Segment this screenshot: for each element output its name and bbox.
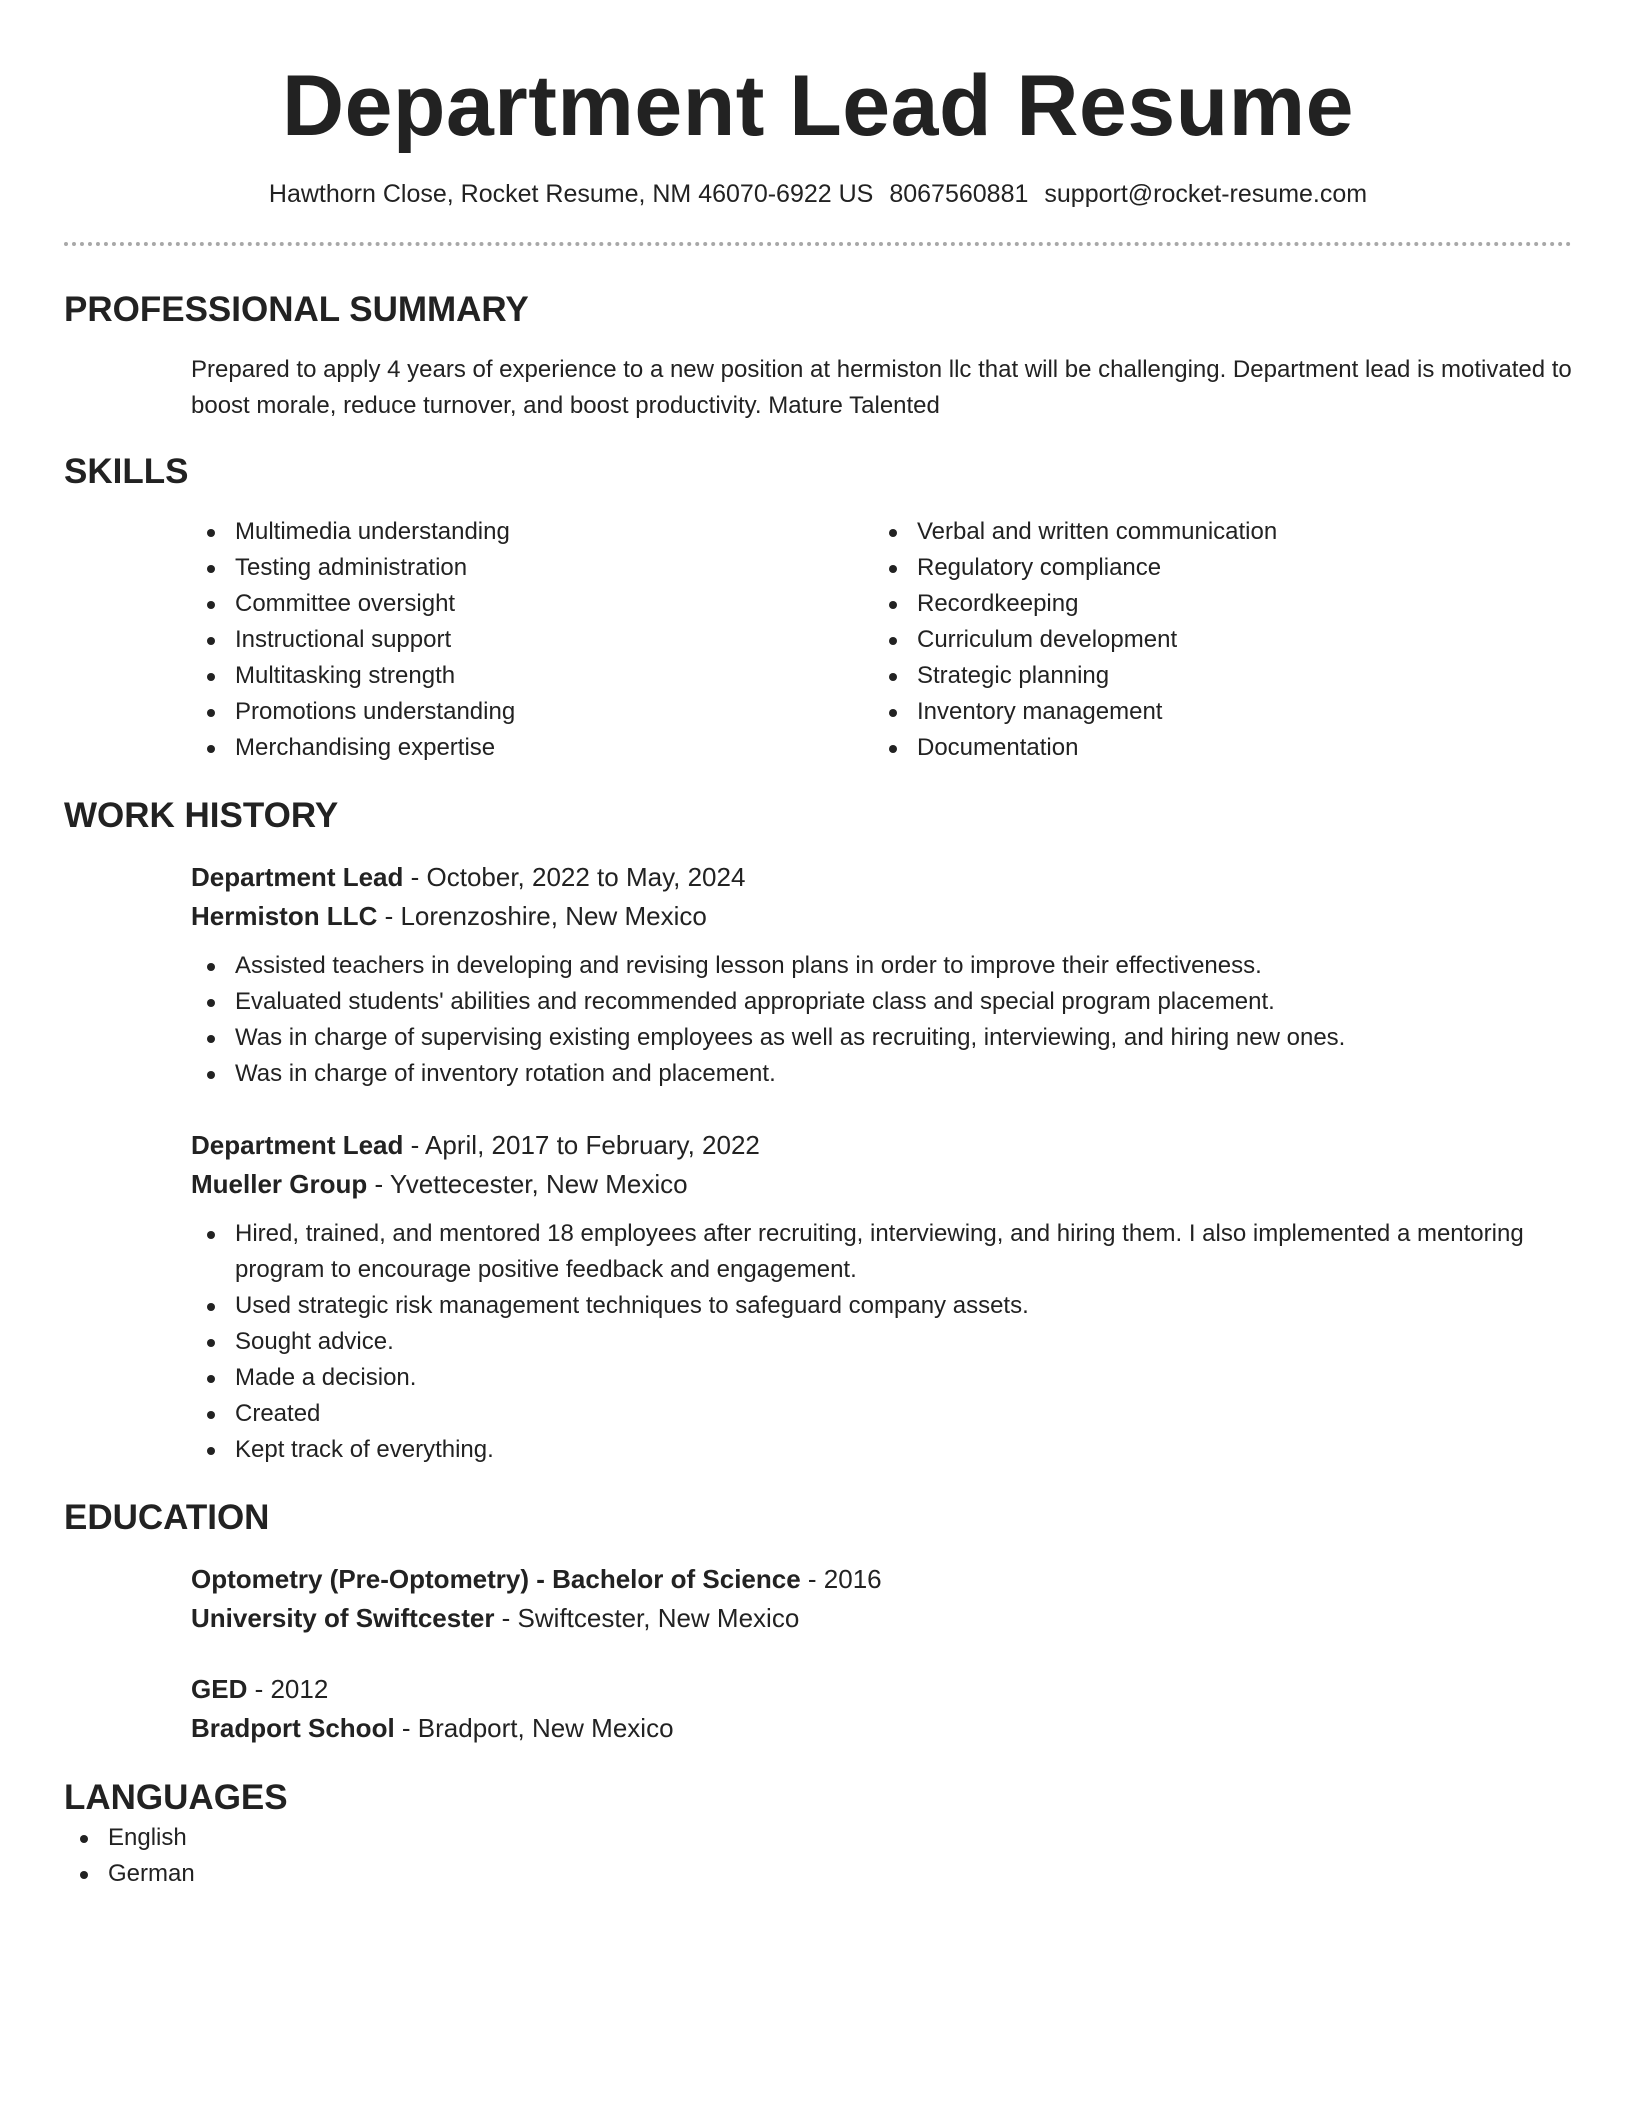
job-title: Department Lead <box>191 1130 404 1160</box>
skills-list-right <box>873 514 1555 766</box>
job-duties-list <box>191 948 1572 1092</box>
job-company: Hermiston LLC <box>191 901 378 931</box>
job-entry <box>191 858 1572 1092</box>
job-title-line <box>191 858 1572 897</box>
header-divider <box>64 242 1572 246</box>
education-entry <box>191 1560 1572 1638</box>
job-duties-list <box>191 1216 1572 1468</box>
job-dates: - October, 2022 to May, 2024 <box>403 862 746 892</box>
degree-name: GED <box>191 1674 248 1704</box>
job-duty: Was in charge of supervising existing employees as well as recruiting, interviewing, and hiring new ones. <box>191 1020 1572 1056</box>
skill-item: Multimedia understanding <box>191 514 873 550</box>
job-title: Department Lead <box>191 862 404 892</box>
job-duty: Was in charge of inventory rotation and placement. <box>191 1056 1572 1092</box>
job-duty: Used strategic risk management techniques to safeguard company assets. <box>191 1288 1572 1324</box>
skill-item: Documentation <box>873 730 1555 766</box>
job-title-line <box>191 1126 1572 1165</box>
skill-item: Recordkeeping <box>873 586 1555 622</box>
work-history-heading: WORK HISTORY <box>64 796 339 835</box>
job-duty: Hired, trained, and mentored 18 employees after recruiting, interviewing, and hiring them. I also implemented a mentoring program to encourage positive feedback and engagement. <box>191 1216 1572 1288</box>
job-duty: Kept track of everything. <box>191 1432 1572 1468</box>
skills-section <box>64 450 1572 766</box>
contact-phone: 8067560881 <box>889 180 1029 208</box>
resume-page <box>64 0 1572 1892</box>
languages-heading: LANGUAGES <box>64 1778 288 1817</box>
education-entry <box>191 1670 1572 1748</box>
school-name: Bradport School <box>191 1713 395 1743</box>
skills-grid <box>191 514 1572 766</box>
skill-item: Merchandising expertise <box>191 730 873 766</box>
skill-item: Instructional support <box>191 622 873 658</box>
skills-column-right <box>873 514 1555 766</box>
summary-heading: PROFESSIONAL SUMMARY <box>64 290 529 329</box>
skill-item: Committee oversight <box>191 586 873 622</box>
school-location: - Bradport, New Mexico <box>394 1713 674 1743</box>
school-line <box>191 1599 1572 1638</box>
school-name: University of Swiftcester <box>191 1603 495 1633</box>
job-dates: - April, 2017 to February, 2022 <box>403 1130 760 1160</box>
education-section <box>64 1496 1572 1748</box>
school-line <box>191 1709 1572 1748</box>
skill-item: Promotions understanding <box>191 694 873 730</box>
job-duty: Sought advice. <box>191 1324 1572 1360</box>
skills-list-left <box>191 514 873 766</box>
contact-line <box>64 178 1572 210</box>
school-location: - Swiftcester, New Mexico <box>494 1603 800 1633</box>
job-location: - Yvettecester, New Mexico <box>367 1169 688 1199</box>
summary-text: Prepared to apply 4 years of experience to a new position at hermiston llc that will be challenging. Department lead is motivated to boost morale, reduce turnover, and boost productivity. Mature Talented <box>191 356 1572 419</box>
education-heading: EDUCATION <box>64 1498 270 1537</box>
degree-name: Optometry (Pre-Optometry) - Bachelor of Science <box>191 1564 801 1594</box>
languages-list <box>64 1820 1572 1892</box>
job-location: - Lorenzoshire, New Mexico <box>377 901 707 931</box>
skill-item: Multitasking strength <box>191 658 873 694</box>
skill-item: Verbal and written communication <box>873 514 1555 550</box>
contact-email: support@rocket-resume.com <box>1044 180 1368 208</box>
resume-title: Department Lead Resume <box>282 58 1354 154</box>
language-item: English <box>64 1820 1572 1856</box>
degree-line <box>191 1560 1572 1599</box>
languages-section <box>64 1776 1572 1892</box>
skills-column-left <box>191 514 873 766</box>
degree-line <box>191 1670 1572 1709</box>
job-duty: Created <box>191 1396 1572 1432</box>
skill-item: Inventory management <box>873 694 1555 730</box>
language-item: German <box>64 1856 1572 1892</box>
job-duty: Made a decision. <box>191 1360 1572 1396</box>
skill-item: Strategic planning <box>873 658 1555 694</box>
skill-item: Curriculum development <box>873 622 1555 658</box>
degree-year: - 2016 <box>800 1564 882 1594</box>
job-company-line <box>191 1165 1572 1204</box>
skill-item: Testing administration <box>191 550 873 586</box>
job-duty: Assisted teachers in developing and revising lesson plans in order to improve their effectiveness. <box>191 948 1572 984</box>
degree-year: - 2012 <box>247 1674 329 1704</box>
contact-address: Hawthorn Close, Rocket Resume, NM 46070-6922 US <box>268 180 874 208</box>
job-company-line <box>191 897 1572 936</box>
job-company: Mueller Group <box>191 1169 368 1199</box>
skill-item: Regulatory compliance <box>873 550 1555 586</box>
job-entry <box>191 1126 1572 1468</box>
job-duty: Evaluated students' abilities and recommended appropriate class and special program placement. <box>191 984 1572 1020</box>
skills-heading: SKILLS <box>64 452 189 491</box>
summary-section <box>64 288 1572 424</box>
work-history-section <box>64 794 1572 1468</box>
